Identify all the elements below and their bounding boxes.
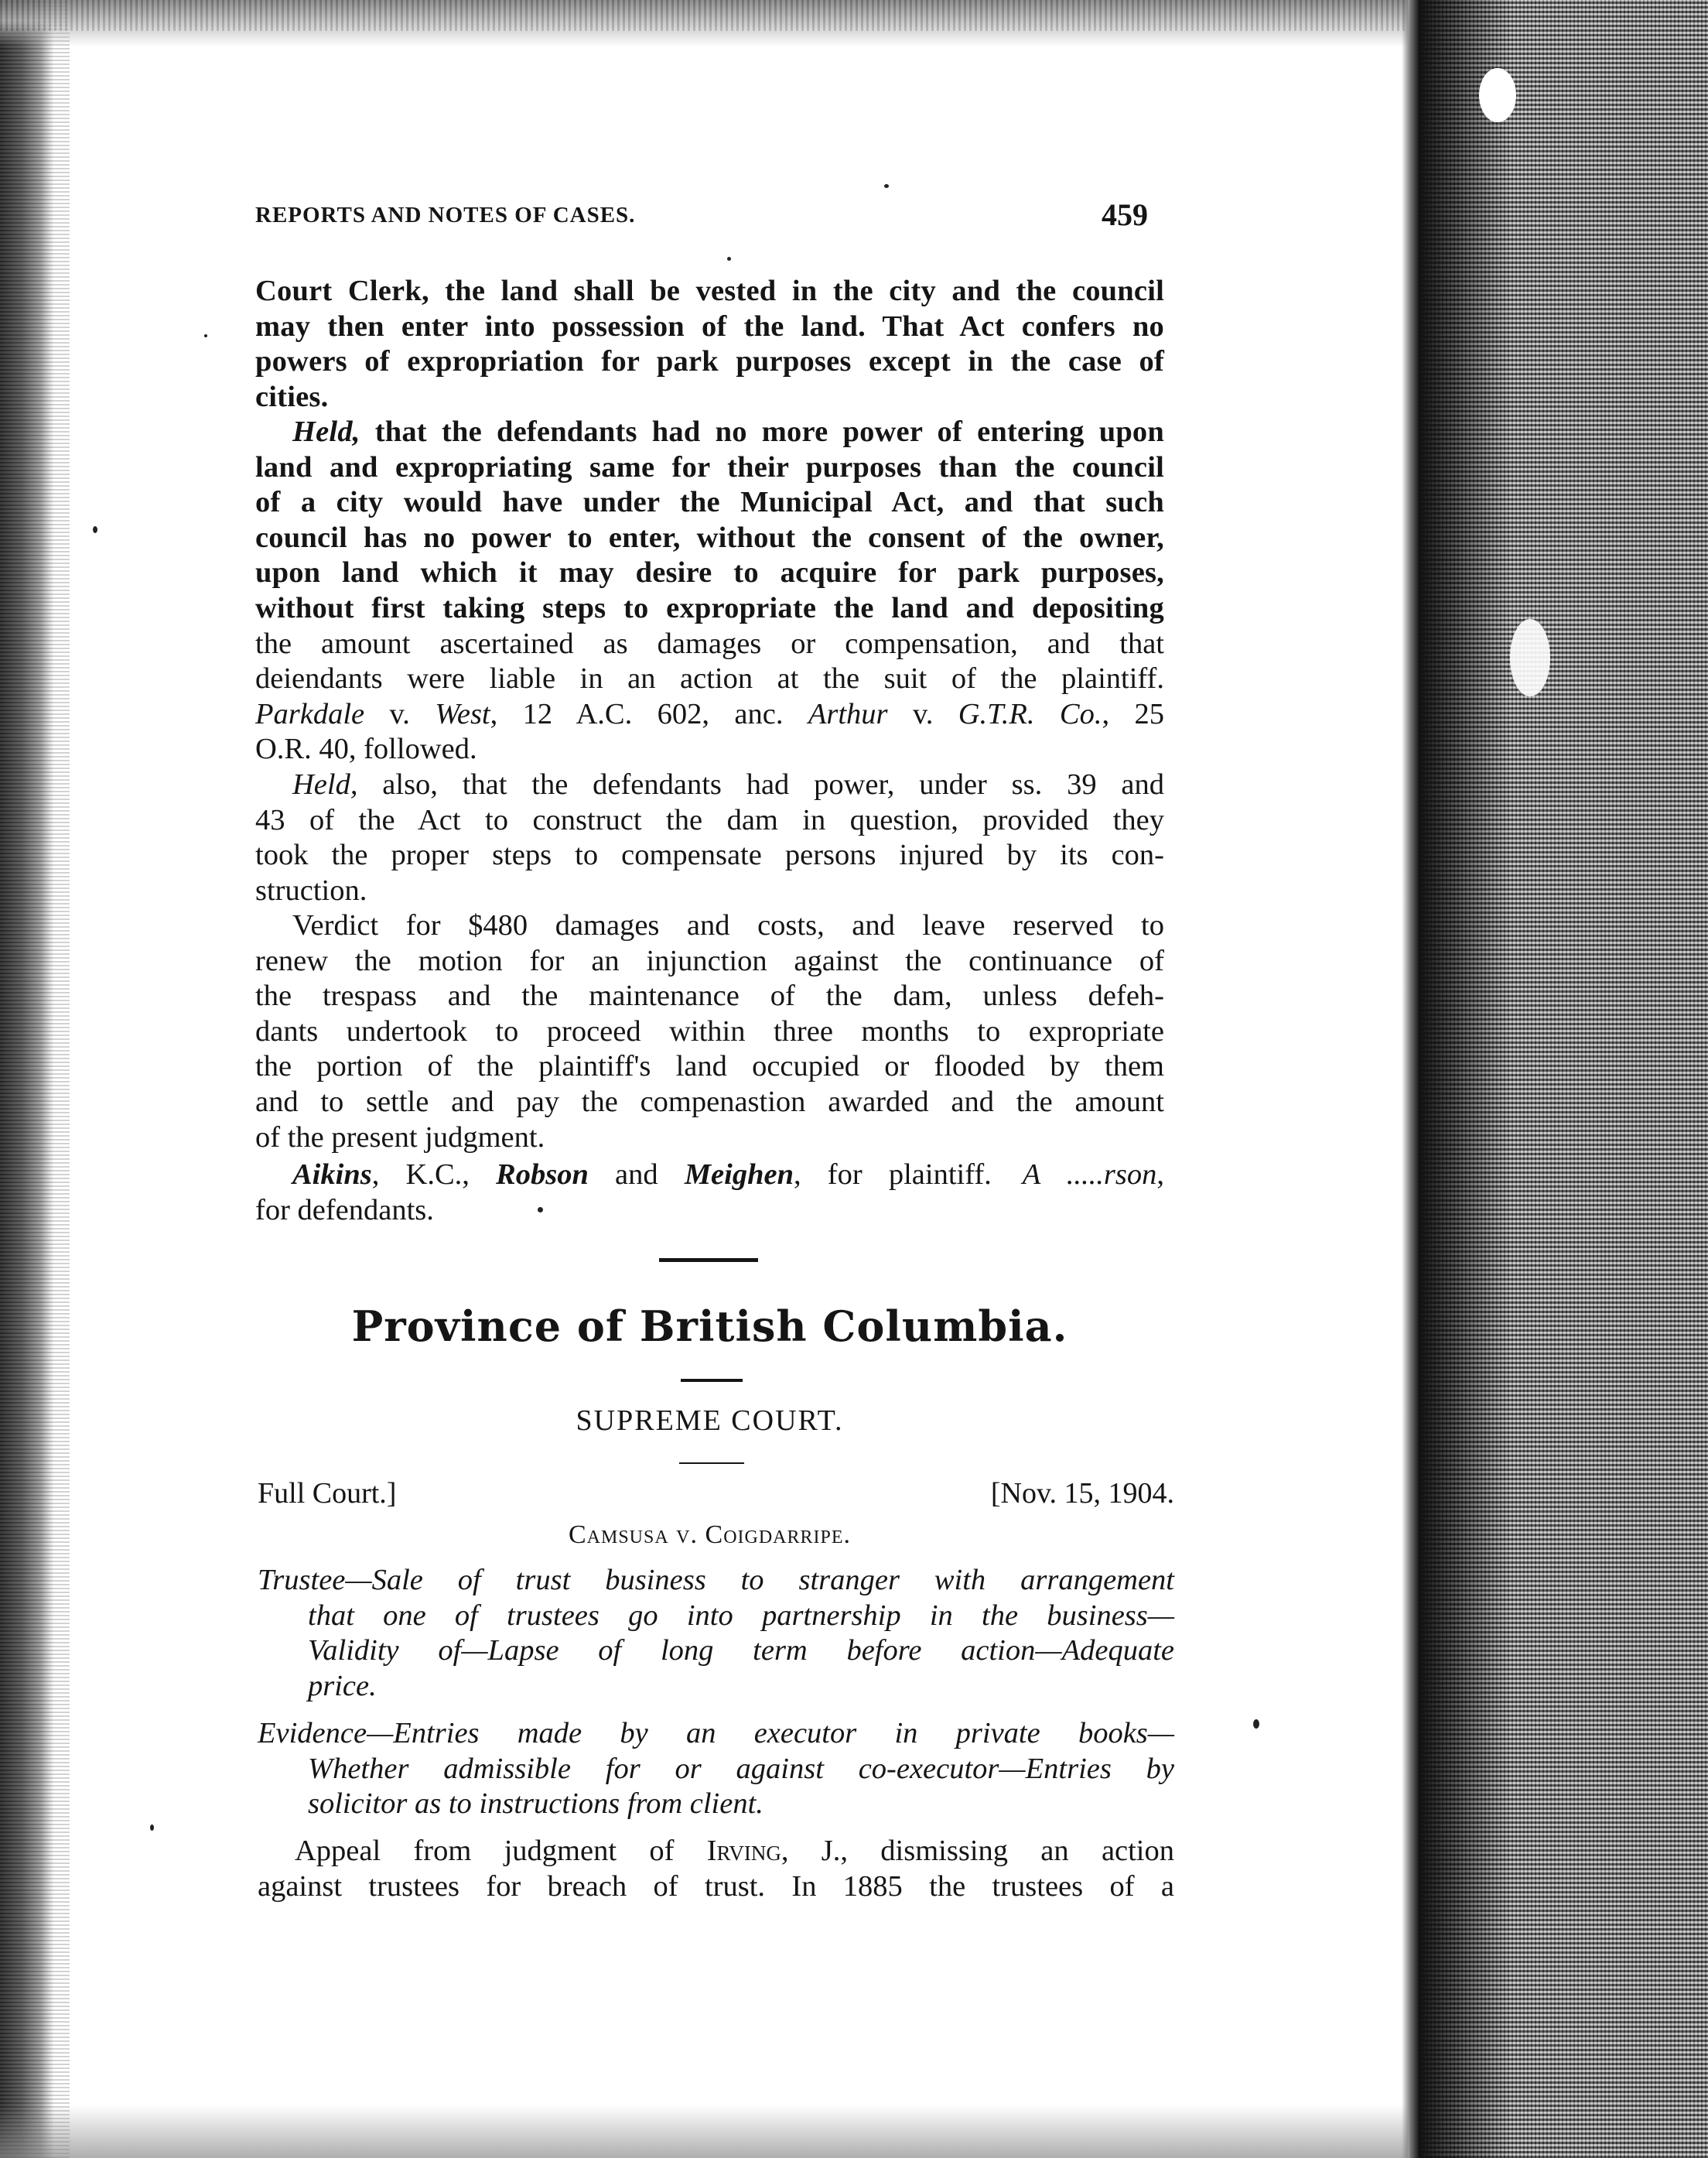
section-rule	[659, 1258, 758, 1262]
text-line: O.R. 40, followed.	[255, 733, 477, 766]
text-line	[258, 1834, 1174, 1869]
text-line: for defendants.	[255, 1193, 434, 1226]
text-fragment: and	[588, 1158, 685, 1191]
text-line: cities.	[255, 380, 329, 413]
opening-paragraph	[255, 274, 1164, 415]
text-line: struction.	[255, 874, 367, 907]
text-line	[255, 768, 1164, 803]
text-line: the portion of the plaintiff's land occupied or flooded by them	[255, 1050, 1164, 1083]
case-name: Camsusa v. Coigdarripe.	[568, 1520, 852, 1549]
scan-speck	[93, 526, 97, 533]
page-number: 459	[1102, 197, 1148, 232]
scan-right-shade	[1419, 0, 1512, 2158]
counsel-name: A .....rson	[1022, 1158, 1157, 1191]
scan-speck	[538, 1207, 543, 1212]
text-line: Court Clerk, the land shall be vested in the city and the council	[255, 275, 1164, 307]
title-rule	[681, 1379, 743, 1382]
text-fragment: , 12 A.C. 602, anc.	[490, 697, 808, 730]
case-name-parkdale: Parkdale	[255, 697, 365, 730]
headnote-line: that one of trustees go into partnership in the business—	[308, 1599, 1174, 1632]
counsel-paragraph	[255, 1158, 1164, 1228]
headnote-trustee	[258, 1563, 1174, 1704]
held-lead: Held,	[292, 416, 360, 448]
text-line: deiendants were liable in an action at the suit of the plaintiff.	[255, 662, 1164, 696]
text-line: powers of expropriation for park purposes except in the case of	[255, 345, 1164, 378]
text-line: the trespass and the maintenance of the dam, unless defeh-	[255, 980, 1164, 1013]
text-line: 43 of the Act to construct the dam in question, provided they	[255, 803, 1164, 836]
court-title: SUPREME COURT.	[576, 1404, 844, 1437]
text-line: renew the motion for an injunction against the continuance of	[255, 944, 1164, 977]
headnote-line: Trustee—Sale of trust business to stranger with arrangement	[258, 1564, 1174, 1596]
headnote-line: Whether admissible for or against co-executor—Entries by	[308, 1752, 1174, 1785]
scan-speck	[1253, 1719, 1259, 1729]
headnote-evidence	[258, 1716, 1174, 1822]
text-line: against trustees for breach of trust. In 1885 the trustees of a	[258, 1869, 1174, 1903]
text-line: without first taking steps to expropriate the land and depositing	[255, 591, 1164, 624]
verdict-paragraph	[255, 908, 1164, 1155]
scan-speck	[884, 184, 889, 188]
headnote-line: solicitor as to instructions from client.	[308, 1787, 763, 1821]
text-fragment: , 25	[1102, 697, 1165, 730]
text-line: the amount ascertained as damages or compensation, and that	[255, 627, 1164, 660]
text-line: may then enter into possession of the land. That Act confers no	[255, 310, 1164, 343]
case-name-gtr: G.T.R. Co.	[958, 697, 1102, 730]
text-line	[255, 415, 1164, 450]
text-line: land and expropriating same for their purposes than the council	[255, 450, 1164, 484]
scan-speck	[727, 257, 731, 261]
text-fragment: , for plaintiff.	[794, 1158, 992, 1191]
binding-hole-top	[1479, 68, 1516, 122]
text-fragment: Appeal from judgment of	[295, 1835, 707, 1867]
text-line: dants undertook to proceed within three months to expropriate	[255, 1014, 1164, 1048]
text-line: upon land which it may desire to acquire for park purposes,	[255, 556, 1164, 590]
text-fragment: v.	[887, 697, 958, 730]
court-name: Full Court.]	[258, 1477, 397, 1510]
scan-speck	[204, 334, 207, 337]
decision-date: [Nov. 15, 1904.	[990, 1477, 1174, 1510]
counsel-name: Aikins	[292, 1158, 372, 1191]
text-fragment: also, that the defendants had power, under ss. 39 and	[357, 768, 1164, 801]
case-name-west: West	[435, 697, 490, 730]
text-line: council has no power to enter, without the consent of the owner,	[255, 521, 1164, 554]
held-lead: Held,	[292, 768, 358, 801]
held-also-paragraph	[255, 768, 1164, 908]
text-line: of a city would have under the Municipal Act, and that such	[255, 486, 1164, 519]
text-line: took the proper steps to compensate persons injured by its con-	[255, 839, 1164, 872]
running-head: REPORTS AND NOTES OF CASES.	[255, 203, 636, 227]
text-fragment: , K.C.,	[371, 1158, 497, 1191]
appeal-paragraph	[258, 1834, 1174, 1904]
court-rule	[679, 1462, 744, 1464]
text-fragment: v.	[364, 697, 436, 730]
case-name-arthur: Arthur	[808, 697, 888, 730]
text-fragment: ,	[1156, 1158, 1165, 1191]
text-line: Verdict for $480 damages and costs, and leave reserved to	[292, 909, 1164, 942]
text-line: of the present judgment.	[255, 1120, 545, 1154]
judge-name: Irving	[706, 1835, 781, 1867]
headnote-line: Evidence—Entries made by an executor in private books—	[258, 1717, 1174, 1749]
province-title: Province of British Columbia.	[351, 1301, 1068, 1351]
text-fragment: , J., dismissing an action	[781, 1835, 1175, 1867]
counsel-name: Meighen	[684, 1158, 794, 1191]
binding-hole-middle	[1510, 619, 1550, 696]
scan-speck	[150, 1825, 154, 1831]
headnote-line: price.	[308, 1669, 377, 1702]
text-fragment: that the defendants had no more power of entering upon	[360, 416, 1164, 448]
held-paragraph	[255, 415, 1164, 768]
counsel-name: Robson	[496, 1158, 589, 1191]
citation-line	[255, 697, 1164, 733]
counsel-line	[255, 1158, 1164, 1193]
text-line: and to settle and pay the compenastion awarded and the amount	[255, 1085, 1164, 1118]
headnote-line: Validity of—Lapse of long term before action—Adequate	[308, 1634, 1174, 1667]
